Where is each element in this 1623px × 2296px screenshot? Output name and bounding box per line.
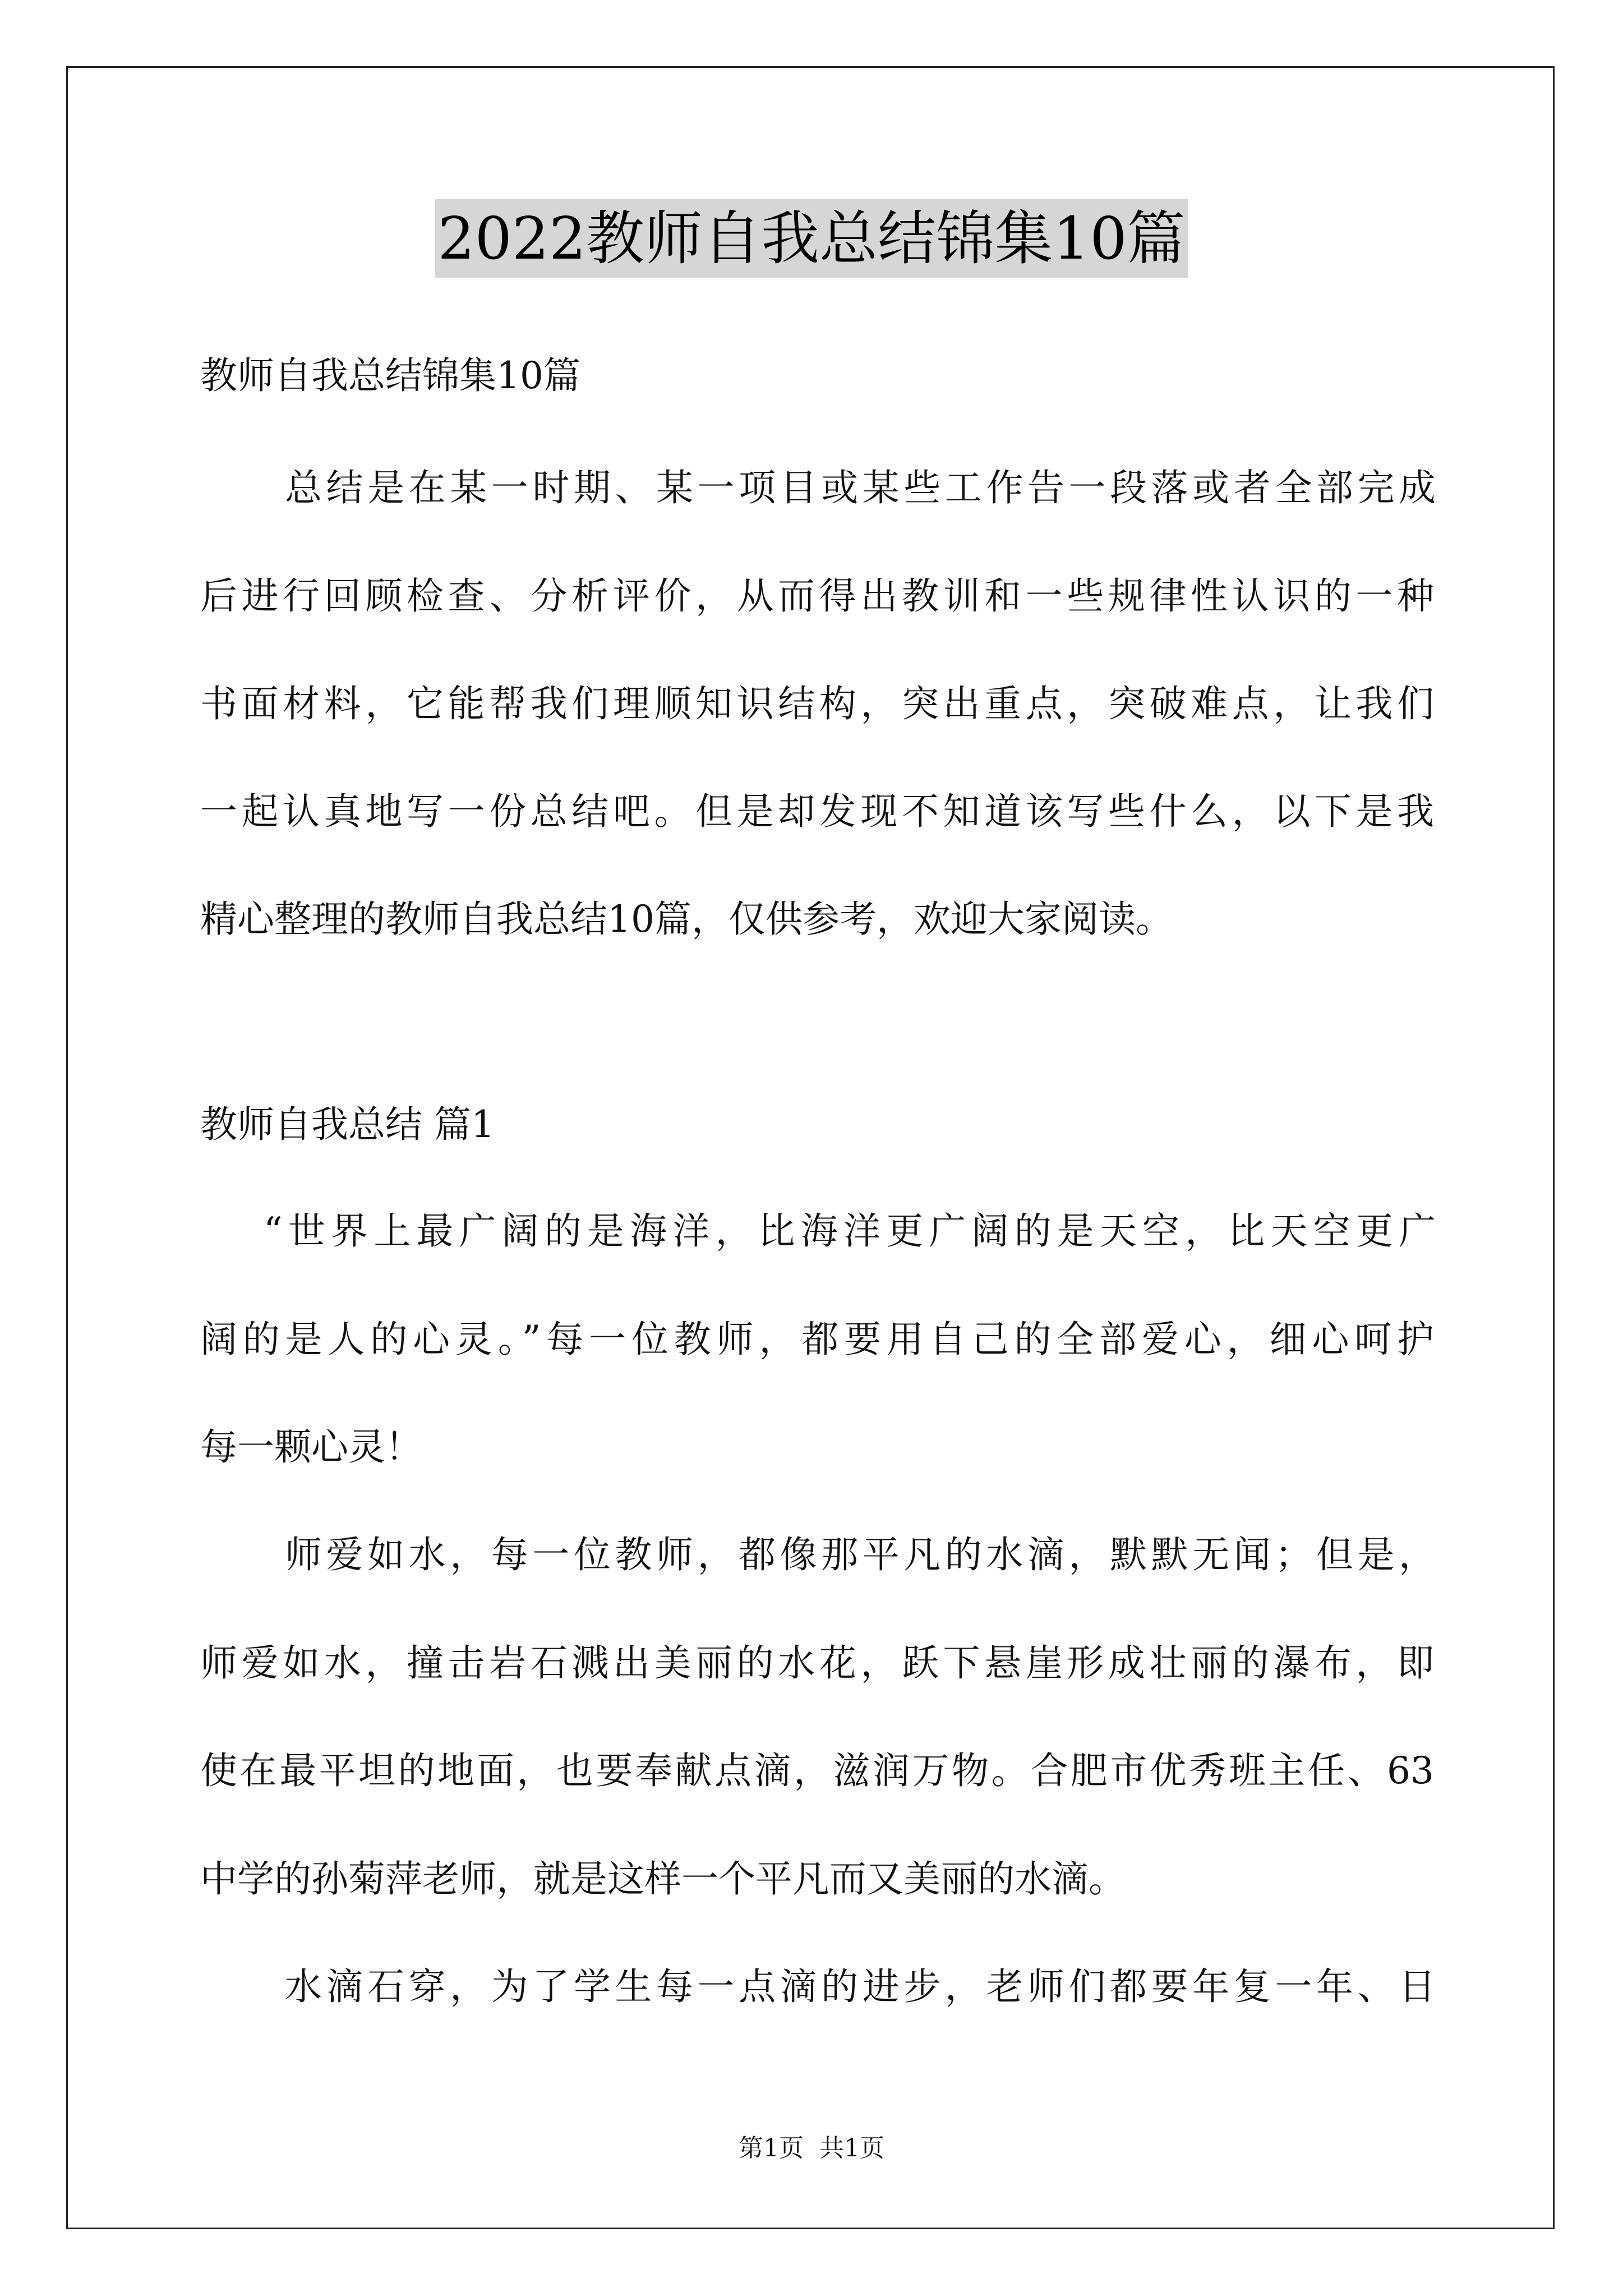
intro-line-2: 后进行回顾检查、分析评价，从而得出教训和一些规律性认识的一种: [200, 574, 1434, 618]
intro-line-3: 书面材料，它能帮我们理顺知识结构，突出重点，突破难点，让我们: [200, 682, 1434, 725]
title-container: [0, 199, 1623, 278]
intro-line-5: 精心整理的教师自我总结10篇，仅供参考，欢迎大家阅读。: [200, 898, 1173, 941]
intro-line-4: 一起认真地写一份总结吧。但是却发现不知道该写些什么，以下是我: [200, 790, 1434, 833]
section-line-6: 使在最平坦的地面，也要奉献点滴，滋润万物。合肥市优秀班主任、63: [200, 1749, 1434, 1792]
section-line-2: 阔的是人的心灵。”每一位教师，都要用自己的全部爱心，细心呵护: [200, 1318, 1434, 1361]
section-line-8: 水滴石穿，为了学生每一点滴的进步，老师们都要年复一年、日: [285, 1965, 1436, 2008]
section-line-5: 师爱如水，撞击岩石溅出美丽的水花，跃下悬崖形成壮丽的瀑布，即: [200, 1641, 1434, 1685]
intro-line-1: 总结是在某一时期、某一项目或某些工作告一段落或者全部完成: [285, 466, 1436, 509]
page-number: 第1页: [739, 2134, 804, 2162]
section-line-3: 每一颗心灵！: [200, 1425, 422, 1469]
page-footer: [0, 2132, 1623, 2165]
page-total: 共1页: [819, 2134, 884, 2162]
document-title: 2022教师自我总结锦集10篇: [435, 199, 1187, 278]
section-line-7: 中学的孙菊萍老师，就是这样一个平凡而又美丽的水滴。: [200, 1857, 1126, 1901]
section-line-1: “世界上最广阔的是海洋，比海洋更广阔的是天空，比天空更广: [264, 1209, 1436, 1253]
document-subtitle: 教师自我总结锦集10篇: [200, 354, 580, 397]
section-heading: 教师自我总结 篇1: [200, 1103, 495, 1146]
section-line-4: 师爱如水，每一位教师，都像那平凡的水滴，默默无闻；但是，: [285, 1533, 1436, 1576]
